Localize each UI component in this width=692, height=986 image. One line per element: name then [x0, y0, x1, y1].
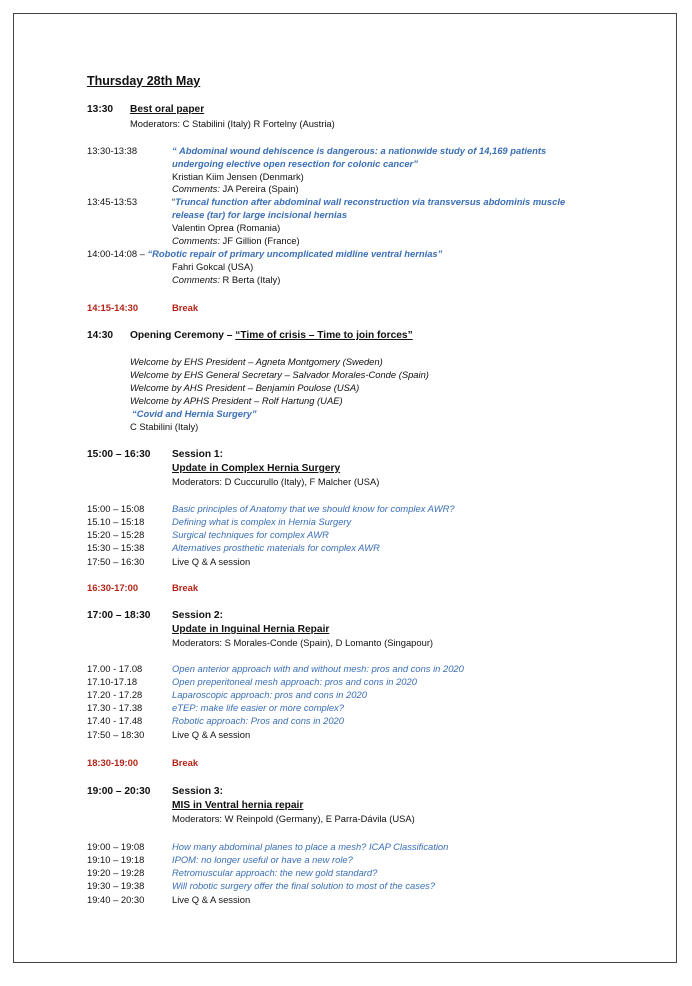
break-3-time: 18:30-19:00 [87, 757, 139, 768]
session-3-label: Session 3: [172, 786, 223, 797]
best-oral-moderators: Moderators: C Stabilini (Italy) R Fortelny (Austria) [130, 118, 335, 129]
comments-name: JF Gillion (France) [219, 235, 300, 246]
session-2-item-3-title[interactable]: Laparoscopic approach: pros and cons in 2020 [172, 689, 367, 700]
talk-2-speaker: Valentin Oprea (Romania) [172, 222, 281, 233]
welcome-4: Welcome by APHS President – Rolf Hartung (UAE) [130, 395, 343, 406]
session-1-item-2-title[interactable]: Defining what is complex in Hernia Surgery [172, 516, 352, 527]
session-2-item-1-title[interactable]: Open anterior approach with and without mesh: pros and cons in 2020 [172, 663, 464, 674]
session-2-item-2-time: 17.10-17.18 [87, 676, 138, 687]
talk-1-speaker: Kristian Kiim Jensen (Denmark) [172, 171, 304, 182]
talk-3-time: 14:00-14:08 – [87, 248, 148, 259]
session-1-label: Session 1: [172, 449, 223, 460]
session-1-time: 15:00 – 16:30 [87, 449, 151, 460]
session-3-item-1-time: 19:00 – 19:08 [87, 841, 145, 852]
covid-talk[interactable]: “Covid and Hernia Surgery” [132, 408, 257, 419]
session-2-item-1-time: 17.00 - 17.08 [87, 663, 143, 674]
day-title: Thursday 28th May [87, 74, 201, 88]
session-2-item-4-title[interactable]: eTEP: make life easier or more complex? [172, 702, 344, 713]
comments-label: Comments: [172, 274, 220, 285]
opening-title-line [130, 329, 413, 342]
session-2-item-3-time: 17.20 - 17.28 [87, 689, 143, 700]
session-2-title: Update in Inguinal Hernia Repair [172, 624, 330, 635]
session-3-time: 19:00 – 20:30 [87, 786, 151, 797]
talk-3-speaker: Fahri Gokcal (USA) [172, 261, 254, 272]
talk-2-time: 13:45-13:53 [87, 196, 138, 207]
best-oral-time: 13:30 [87, 104, 114, 115]
session-3-item-1-title[interactable]: How many abdominal planes to place a mesh? ICAP Classification [172, 841, 449, 852]
session-2-moderators: Moderators: S Morales-Conde (Spain), D Lomanto (Singapour) [172, 637, 434, 648]
session-2-time: 17:00 – 18:30 [87, 610, 151, 621]
session-3-item-5-title: Live Q & A session [172, 894, 251, 905]
session-2-item-4-time: 17.30 - 17.38 [87, 702, 143, 713]
session-3-item-2-title[interactable]: IPOM: no longer useful or have a new role? [172, 854, 353, 865]
session-3-title: MIS in Ventral hernia repair [172, 800, 304, 811]
session-2-item-6-time: 17:50 – 18:30 [87, 729, 145, 740]
session-3-item-3-time: 19:20 – 19:28 [87, 867, 145, 878]
session-3-item-2-time: 19:10 – 19:18 [87, 854, 145, 865]
comments-name: JA Pereira (Spain) [219, 183, 299, 194]
talk-2-title-text: Truncal function after abdominal wall reconstruction via transversus abdominis muscle [175, 196, 566, 207]
session-1-item-2-time: 15.10 – 15:18 [87, 516, 145, 527]
session-3-item-4-time: 19:30 – 19:38 [87, 880, 145, 891]
break-2-label: Break [172, 582, 199, 593]
talk-3-comments [172, 274, 280, 286]
session-1-item-1-title[interactable]: Basic principles of Anatomy that we should know for complex AWR? [172, 503, 455, 514]
session-2-label: Session 2: [172, 610, 223, 621]
break-1-time: 14:15-14:30 [87, 302, 139, 313]
session-2-item-5-time: 17.40 - 17.48 [87, 715, 143, 726]
comments-label: Comments: [172, 183, 220, 194]
session-3-item-3-title[interactable]: Retromuscular approach: the new gold standard? [172, 867, 378, 878]
talk-2-quote: “ [172, 196, 176, 207]
opening-title: Opening Ceremony – [130, 330, 236, 341]
comments-label: Comments: [172, 235, 220, 246]
covid-speaker: C Stabilini (Italy) [130, 421, 199, 432]
best-oral-title: Best oral paper [130, 104, 205, 115]
session-2-item-5-title[interactable]: Robotic approach: Pros and cons in 2020 [172, 715, 344, 726]
session-1-moderators: Moderators: D Cuccurullo (Italy), F Malcher (USA) [172, 476, 380, 487]
session-1-title: Update in Complex Hernia Surgery [172, 463, 341, 474]
comments-name: R Berta (Italy) [219, 274, 281, 285]
session-3-item-5-time: 19:40 – 20:30 [87, 894, 145, 905]
session-1-item-4-title[interactable]: Alternatives prosthetic materials for complex AWR [172, 542, 380, 553]
session-3-moderators: Moderators: W Reinpold (Germany), E Parra-Dávila (USA) [172, 813, 415, 824]
welcome-3: Welcome by AHS President – Benjamin Poulose (USA) [130, 382, 360, 393]
welcome-1: Welcome by EHS President – Agneta Montgomery (Sweden) [130, 356, 383, 367]
break-1-label: Break [172, 302, 199, 313]
talk-3-title[interactable]: “Robotic repair of primary uncomplicated midline ventral hernias” [147, 248, 443, 259]
talk-1-comments [172, 183, 299, 195]
talk-1-title-line2[interactable]: undergoing elective open resection for colonic cancer” [172, 158, 418, 169]
session-1-item-1-time: 15:00 – 15:08 [87, 503, 145, 514]
session-1-item-4-time: 15:30 – 15:38 [87, 542, 145, 553]
break-2-time: 16:30-17:00 [87, 582, 139, 593]
session-3-item-4-title[interactable]: Will robotic surgery offer the final solution to most of the cases? [172, 880, 436, 891]
talk-3-line [87, 248, 442, 260]
opening-subtitle: “Time of crisis – Time to join forces” [235, 330, 413, 341]
talk-1-title-line1[interactable]: “ Abdominal wound dehiscence is dangerous: a nationwide study of 14,169 patients [172, 145, 547, 156]
session-2-item-2-title[interactable]: Open preperitoneal mesh approach: pros and cons in 2020 [172, 676, 417, 687]
session-1-item-5-title: Live Q & A session [172, 556, 251, 567]
session-1-item-5-time: 17:50 – 16:30 [87, 556, 145, 567]
talk-2-comments [172, 235, 300, 247]
session-2-item-6-title: Live Q & A session [172, 729, 251, 740]
talk-2-title-line2[interactable]: release (tar) for large incisional hernias [172, 209, 348, 220]
talk-2-title-line1[interactable] [172, 196, 565, 208]
talk-1-time: 13:30-13:38 [87, 145, 138, 156]
session-1-item-3-title[interactable]: Surgical techniques for complex AWR [172, 529, 329, 540]
session-1-item-3-time: 15:20 – 15:28 [87, 529, 145, 540]
opening-time: 14:30 [87, 330, 114, 341]
welcome-2: Welcome by EHS General Secretary – Salvador Morales-Conde (Spain) [130, 369, 429, 380]
break-3-label: Break [172, 757, 199, 768]
